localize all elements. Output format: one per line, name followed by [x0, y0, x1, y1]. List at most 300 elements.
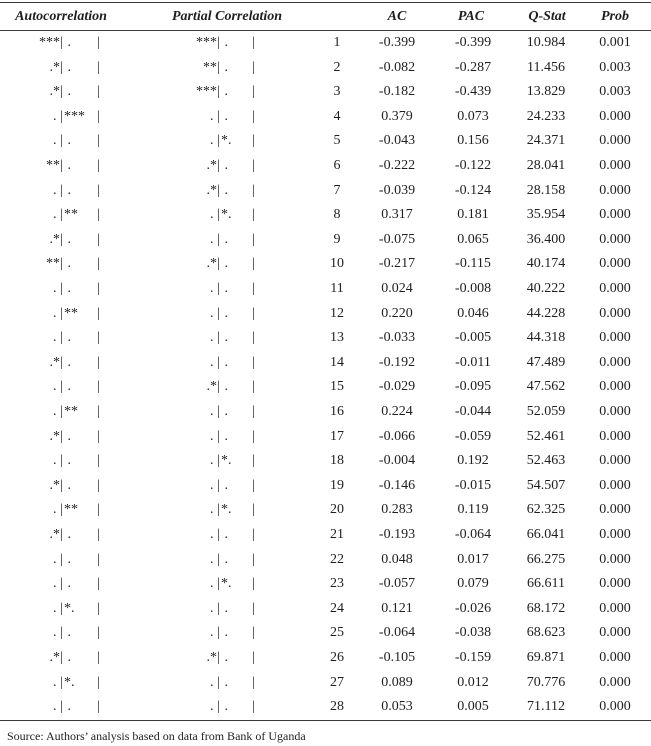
partial-correlation-end-bar: |: [252, 231, 255, 247]
autocorrelation-right-marks: **: [64, 207, 78, 223]
partial-correlation-right-marks: .: [221, 281, 228, 296]
lag-cell: 25: [330, 625, 344, 641]
autocorrelation-end-bar: |: [97, 108, 100, 124]
prob-cell: 0.000: [599, 281, 631, 296]
autocorrelation-center-bar: |: [60, 231, 63, 247]
pac-value-cell: 0.181: [457, 207, 489, 223]
partial-correlation-left-marks: .: [210, 231, 217, 247]
partial-correlation-center-bar: |: [217, 379, 220, 395]
ac-value-cell: -0.004: [378, 453, 416, 469]
table-row: [0, 572, 651, 597]
table-row: [0, 80, 651, 105]
q-stat-cell: 71.112: [527, 699, 565, 715]
lag-cell: 20: [330, 502, 344, 518]
partial-correlation-end-bar: |: [252, 625, 255, 641]
partial-correlation-right-marks: *.: [221, 576, 232, 592]
partial-correlation-end-bar: |: [252, 305, 255, 321]
partial-correlation-left-marks: .: [210, 551, 217, 567]
autocorrelation-end-bar: |: [97, 699, 100, 715]
ac-value-cell: -0.182: [378, 84, 416, 100]
partial-correlation-right-marks: .: [221, 108, 228, 124]
q-stat-cell: 52.059: [526, 404, 566, 419]
partial-correlation-left-marks: .: [210, 600, 217, 616]
partial-correlation-left-marks: .*: [206, 650, 217, 665]
lag-cell: 9: [333, 231, 341, 247]
autocorrelation-end-bar: |: [97, 182, 100, 198]
partial-correlation-center-bar: |: [217, 477, 220, 493]
ac-value-cell: 0.053: [381, 699, 413, 715]
autocorrelation-right-marks: .: [64, 477, 71, 493]
autocorrelation-left-marks: .: [53, 551, 60, 567]
lag-cell: 8: [333, 207, 341, 223]
partial-correlation-left-marks: .*: [206, 256, 217, 272]
autocorrelation-end-bar: |: [97, 256, 100, 272]
partial-correlation-center-bar: |: [217, 231, 220, 247]
q-stat-cell: 40.222: [526, 281, 566, 296]
autocorrelation-center-bar: |: [60, 59, 63, 75]
table-row: [0, 179, 651, 204]
pac-value-cell: 0.065: [457, 231, 489, 247]
autocorrelation-left-marks: ***: [39, 35, 60, 50]
autocorrelation-left-marks: .: [53, 207, 60, 223]
q-stat-cell: 11.456: [527, 59, 565, 75]
header-pac: PAC: [457, 9, 485, 24]
pac-value-cell: 0.017: [457, 551, 489, 567]
table-row: [0, 646, 651, 671]
partial-correlation-center-bar: |: [217, 281, 220, 296]
pac-value-cell: -0.008: [454, 281, 492, 296]
lag-cell: 15: [330, 379, 344, 395]
autocorrelation-left-marks: .: [53, 625, 60, 641]
autocorrelation-center-bar: |: [60, 281, 63, 296]
autocorrelation-center-bar: |: [60, 650, 63, 665]
partial-correlation-end-bar: |: [252, 600, 255, 616]
autocorrelation-end-bar: |: [97, 35, 100, 50]
partial-correlation-center-bar: |: [217, 453, 220, 469]
partial-correlation-left-marks: .: [210, 354, 217, 370]
prob-cell: 0.000: [599, 650, 631, 665]
autocorrelation-right-marks: .: [64, 158, 71, 173]
partial-correlation-center-bar: |: [217, 625, 220, 641]
autocorrelation-left-marks: .: [53, 502, 60, 518]
partial-correlation-right-marks: *.: [221, 207, 232, 223]
partial-correlation-center-bar: |: [217, 699, 220, 715]
ac-value-cell: -0.039: [378, 182, 416, 198]
lag-cell: 22: [330, 551, 344, 567]
autocorrelation-center-bar: |: [60, 428, 63, 444]
autocorrelation-right-marks: ***: [64, 108, 85, 124]
autocorrelation-end-bar: |: [97, 576, 100, 592]
autocorrelation-end-bar: |: [97, 477, 100, 493]
partial-correlation-right-marks: .: [221, 305, 228, 321]
prob-cell: 0.000: [599, 256, 631, 272]
partial-correlation-center-bar: |: [217, 207, 220, 223]
autocorrelation-left-marks: .: [53, 600, 60, 616]
lag-cell: 1: [333, 35, 341, 50]
table-row: [0, 302, 651, 327]
table-row: [0, 523, 651, 548]
q-stat-cell: 47.489: [526, 354, 566, 370]
autocorrelation-center-bar: |: [60, 551, 63, 567]
autocorrelation-left-marks: .: [53, 453, 60, 469]
prob-cell: 0.000: [599, 502, 631, 518]
partial-correlation-right-marks: *.: [221, 502, 232, 518]
autocorrelation-end-bar: |: [97, 650, 100, 665]
autocorrelation-left-marks: .*: [49, 84, 60, 100]
partial-correlation-right-marks: .: [221, 477, 228, 493]
lag-cell: 2: [333, 59, 341, 75]
q-stat-cell: 28.041: [526, 158, 566, 173]
partial-correlation-end-bar: |: [252, 428, 255, 444]
partial-correlation-end-bar: |: [252, 133, 255, 149]
autocorrelation-center-bar: |: [60, 576, 63, 592]
ac-value-cell: 0.283: [381, 502, 413, 518]
ac-value-cell: 0.048: [381, 551, 413, 567]
autocorrelation-left-marks: .*: [49, 231, 60, 247]
partial-correlation-center-bar: |: [217, 674, 220, 690]
autocorrelation-end-bar: |: [97, 527, 100, 542]
autocorrelation-end-bar: |: [97, 453, 100, 469]
ac-value-cell: -0.064: [378, 625, 416, 641]
partial-correlation-right-marks: .: [221, 59, 228, 75]
lag-cell: 27: [330, 674, 344, 690]
autocorrelation-center-bar: |: [60, 379, 63, 395]
autocorrelation-left-marks: .: [53, 108, 60, 124]
lag-cell: 28: [330, 699, 344, 715]
lag-cell: 16: [330, 404, 344, 419]
lag-cell: 17: [330, 428, 344, 444]
autocorrelation-right-marks: .: [64, 527, 71, 542]
partial-correlation-right-marks: .: [221, 379, 228, 395]
partial-correlation-right-marks: .: [221, 699, 228, 715]
autocorrelation-center-bar: |: [60, 84, 63, 100]
table-row: [0, 129, 651, 154]
q-stat-cell: 35.954: [526, 207, 566, 223]
autocorrelation-right-marks: **: [64, 404, 78, 419]
autocorrelation-left-marks: .: [53, 379, 60, 395]
table-row: [0, 326, 651, 351]
partial-correlation-left-marks: .: [210, 108, 217, 124]
q-stat-cell: 47.562: [526, 379, 566, 395]
partial-correlation-center-bar: |: [217, 576, 220, 592]
partial-correlation-right-marks: .: [221, 600, 228, 616]
partial-correlation-center-bar: |: [217, 59, 220, 75]
autocorrelation-end-bar: |: [97, 428, 100, 444]
ac-value-cell: -0.105: [378, 650, 416, 665]
autocorrelation-center-bar: |: [60, 133, 63, 149]
prob-cell: 0.000: [599, 600, 631, 616]
partial-correlation-right-marks: .: [221, 625, 228, 641]
partial-correlation-center-bar: |: [217, 182, 220, 198]
partial-correlation-center-bar: |: [217, 354, 220, 370]
header-partial-correlation: Partial Correlation: [171, 9, 283, 24]
partial-correlation-right-marks: .: [221, 330, 228, 346]
autocorrelation-end-bar: |: [97, 404, 100, 419]
partial-correlation-right-marks: .: [221, 182, 228, 198]
partial-correlation-left-marks: .: [210, 330, 217, 346]
partial-correlation-left-marks: .: [210, 453, 217, 469]
autocorrelation-right-marks: .: [64, 379, 71, 395]
header-prob: Prob: [601, 9, 629, 24]
q-stat-cell: 36.400: [526, 231, 566, 247]
partial-correlation-right-marks: .: [221, 158, 228, 173]
ac-value-cell: -0.033: [378, 330, 416, 346]
pac-value-cell: -0.015: [454, 477, 492, 493]
partial-correlation-end-bar: |: [252, 158, 255, 173]
autocorrelation-center-bar: |: [60, 625, 63, 641]
pac-value-cell: -0.059: [454, 428, 492, 444]
lag-cell: 4: [333, 108, 341, 124]
partial-correlation-right-marks: .: [221, 404, 228, 419]
prob-cell: 0.000: [599, 231, 631, 247]
autocorrelation-right-marks: .: [64, 354, 71, 370]
autocorrelation-left-marks: .: [53, 281, 60, 296]
autocorrelation-end-bar: |: [97, 158, 100, 173]
table-row: [0, 351, 651, 376]
partial-correlation-center-bar: |: [217, 108, 220, 124]
partial-correlation-end-bar: |: [252, 207, 255, 223]
ac-value-cell: 0.224: [381, 404, 413, 419]
pac-value-cell: -0.122: [454, 158, 492, 173]
autocorrelation-end-bar: |: [97, 133, 100, 149]
pac-value-cell: 0.073: [457, 108, 489, 124]
autocorrelation-right-marks: .: [64, 84, 71, 100]
lag-cell: 19: [330, 477, 344, 493]
autocorrelation-center-bar: |: [60, 207, 63, 223]
autocorrelation-center-bar: |: [60, 330, 63, 346]
q-stat-cell: 52.461: [526, 428, 566, 444]
pac-value-cell: 0.156: [457, 133, 489, 149]
partial-correlation-right-marks: .: [221, 256, 228, 272]
table-row: [0, 498, 651, 523]
table-row: [0, 400, 651, 425]
lag-cell: 11: [330, 281, 344, 296]
autocorrelation-right-marks: .: [64, 551, 71, 567]
partial-correlation-right-marks: .: [221, 527, 228, 542]
pac-value-cell: -0.038: [454, 625, 492, 641]
prob-cell: 0.000: [599, 158, 631, 173]
autocorrelation-center-bar: |: [60, 256, 63, 272]
autocorrelation-center-bar: |: [60, 502, 63, 518]
autocorrelation-end-bar: |: [97, 354, 100, 370]
prob-cell: 0.000: [599, 625, 631, 641]
autocorrelation-end-bar: |: [97, 281, 100, 296]
autocorrelation-right-marks: .: [64, 256, 71, 272]
partial-correlation-right-marks: .: [221, 674, 228, 690]
partial-correlation-left-marks: .*: [206, 182, 217, 198]
q-stat-cell: 68.623: [526, 625, 566, 641]
table-bottom-rule: [0, 720, 651, 721]
partial-correlation-end-bar: |: [252, 699, 255, 715]
prob-cell: 0.000: [599, 354, 631, 370]
partial-correlation-end-bar: |: [252, 182, 255, 198]
ac-value-cell: 0.024: [381, 281, 413, 296]
autocorrelation-right-marks: .: [64, 453, 71, 469]
table-row: [0, 277, 651, 302]
autocorrelation-end-bar: |: [97, 330, 100, 346]
table-row: [0, 228, 651, 253]
lag-cell: 3: [333, 84, 341, 100]
autocorrelation-center-bar: |: [60, 404, 63, 419]
autocorrelation-right-marks: .: [64, 281, 71, 296]
partial-correlation-center-bar: |: [217, 305, 220, 321]
table-row: [0, 548, 651, 573]
ac-value-cell: 0.317: [381, 207, 413, 223]
partial-correlation-left-marks: .: [210, 428, 217, 444]
prob-cell: 0.001: [599, 35, 631, 50]
partial-correlation-left-marks: .: [210, 281, 217, 296]
autocorrelation-left-marks: .: [53, 404, 60, 419]
autocorrelation-end-bar: |: [97, 305, 100, 321]
autocorrelation-right-marks: **: [64, 502, 78, 518]
prob-cell: 0.000: [599, 182, 631, 198]
partial-correlation-center-bar: |: [217, 330, 220, 346]
pac-value-cell: -0.026: [454, 600, 492, 616]
partial-correlation-left-marks: .: [210, 477, 217, 493]
ac-value-cell: -0.066: [378, 428, 416, 444]
pac-value-cell: -0.399: [454, 35, 492, 50]
pac-value-cell: 0.005: [457, 699, 489, 715]
q-stat-cell: 66.275: [526, 551, 566, 567]
q-stat-cell: 13.829: [526, 84, 566, 100]
autocorrelation-right-marks: .: [64, 625, 71, 641]
partial-correlation-left-marks: .: [210, 576, 217, 592]
autocorrelation-right-marks: .: [64, 59, 71, 75]
partial-correlation-end-bar: |: [252, 354, 255, 370]
partial-correlation-left-marks: ***: [196, 35, 217, 50]
lag-cell: 14: [330, 354, 344, 370]
q-stat-cell: 66.041: [526, 527, 566, 542]
autocorrelation-left-marks: .*: [49, 477, 60, 493]
ac-value-cell: -0.192: [378, 354, 416, 370]
autocorrelation-left-marks: .: [53, 674, 60, 690]
lag-cell: 5: [333, 133, 341, 149]
partial-correlation-right-marks: .: [221, 231, 228, 247]
autocorrelation-left-marks: .*: [49, 354, 60, 370]
pac-value-cell: -0.439: [454, 84, 492, 100]
partial-correlation-end-bar: |: [252, 576, 255, 592]
lag-cell: 7: [333, 182, 341, 198]
prob-cell: 0.000: [599, 477, 631, 493]
partial-correlation-end-bar: |: [252, 108, 255, 124]
autocorrelation-left-marks: .*: [49, 527, 60, 542]
lag-cell: 24: [330, 600, 344, 616]
ac-value-cell: -0.043: [378, 133, 416, 149]
pac-value-cell: -0.124: [454, 182, 492, 198]
prob-cell: 0.000: [599, 305, 631, 321]
autocorrelation-left-marks: .: [53, 305, 60, 321]
lag-cell: 21: [330, 527, 344, 542]
lag-cell: 12: [330, 305, 344, 321]
pac-value-cell: -0.095: [454, 379, 492, 395]
prob-cell: 0.000: [599, 527, 631, 542]
table-row: [0, 154, 651, 179]
autocorrelation-right-marks: .: [64, 650, 71, 665]
partial-correlation-end-bar: |: [252, 551, 255, 567]
ac-value-cell: 0.220: [381, 305, 413, 321]
header-ac: AC: [387, 9, 407, 24]
partial-correlation-left-marks: .*: [206, 379, 217, 395]
partial-correlation-center-bar: |: [217, 256, 220, 272]
prob-cell: 0.000: [599, 379, 631, 395]
partial-correlation-center-bar: |: [217, 428, 220, 444]
partial-correlation-right-marks: .: [221, 354, 228, 370]
lag-cell: 23: [330, 576, 344, 592]
autocorrelation-end-bar: |: [97, 551, 100, 567]
lag-cell: 13: [330, 330, 344, 346]
partial-correlation-left-marks: .: [210, 674, 217, 690]
autocorrelation-right-marks: .: [64, 428, 71, 444]
pac-value-cell: 0.119: [457, 502, 489, 518]
partial-correlation-end-bar: |: [252, 674, 255, 690]
ac-value-cell: -0.399: [378, 35, 416, 50]
table-row: [0, 31, 651, 56]
partial-correlation-end-bar: |: [252, 84, 255, 100]
autocorrelation-end-bar: |: [97, 600, 100, 616]
partial-correlation-left-marks: **: [203, 59, 217, 75]
partial-correlation-right-marks: .: [221, 551, 228, 567]
ac-value-cell: -0.146: [378, 477, 416, 493]
q-stat-cell: 69.871: [526, 650, 566, 665]
partial-correlation-end-bar: |: [252, 453, 255, 469]
autocorrelation-right-marks: .: [64, 182, 71, 198]
autocorrelation-center-bar: |: [60, 35, 63, 50]
autocorrelation-left-marks: .*: [49, 428, 60, 444]
q-stat-cell: 24.371: [526, 133, 566, 149]
autocorrelation-center-bar: |: [60, 108, 63, 124]
prob-cell: 0.000: [599, 133, 631, 149]
autocorrelation-right-marks: *.: [64, 674, 75, 690]
partial-correlation-center-bar: |: [217, 650, 220, 665]
autocorrelation-end-bar: |: [97, 674, 100, 690]
prob-cell: 0.000: [599, 428, 631, 444]
autocorrelation-right-marks: .: [64, 133, 71, 149]
partial-correlation-left-marks: .: [210, 207, 217, 223]
table-body: [0, 31, 651, 720]
autocorrelation-end-bar: |: [97, 59, 100, 75]
ac-value-cell: 0.089: [381, 674, 413, 690]
prob-cell: 0.003: [599, 84, 631, 100]
pac-value-cell: 0.046: [457, 305, 489, 321]
autocorrelation-right-marks: **: [64, 305, 78, 321]
autocorrelation-end-bar: |: [97, 379, 100, 395]
partial-correlation-left-marks: .: [210, 404, 217, 419]
autocorrelation-end-bar: |: [97, 231, 100, 247]
table-row: [0, 425, 651, 450]
ac-value-cell: -0.193: [378, 527, 416, 542]
autocorrelation-right-marks: .: [64, 35, 71, 50]
q-stat-cell: 54.507: [526, 477, 566, 493]
q-stat-cell: 24.233: [526, 108, 566, 124]
pac-value-cell: -0.044: [454, 404, 492, 419]
table-row: [0, 375, 651, 400]
prob-cell: 0.000: [599, 551, 631, 567]
autocorrelation-center-bar: |: [60, 453, 63, 469]
autocorrelation-left-marks: .: [53, 576, 60, 592]
partial-correlation-end-bar: |: [252, 59, 255, 75]
prob-cell: 0.000: [599, 453, 631, 469]
table-row: [0, 203, 651, 228]
partial-correlation-left-marks: .*: [206, 158, 217, 173]
table-row: [0, 474, 651, 499]
q-stat-cell: 44.228: [526, 305, 566, 321]
ac-value-cell: 0.121: [381, 600, 413, 616]
partial-correlation-right-marks: *.: [221, 453, 232, 469]
q-stat-cell: 70.776: [526, 674, 566, 690]
pac-value-cell: -0.064: [454, 527, 492, 542]
autocorrelation-left-marks: .: [53, 699, 60, 715]
ac-value-cell: -0.082: [378, 59, 416, 75]
